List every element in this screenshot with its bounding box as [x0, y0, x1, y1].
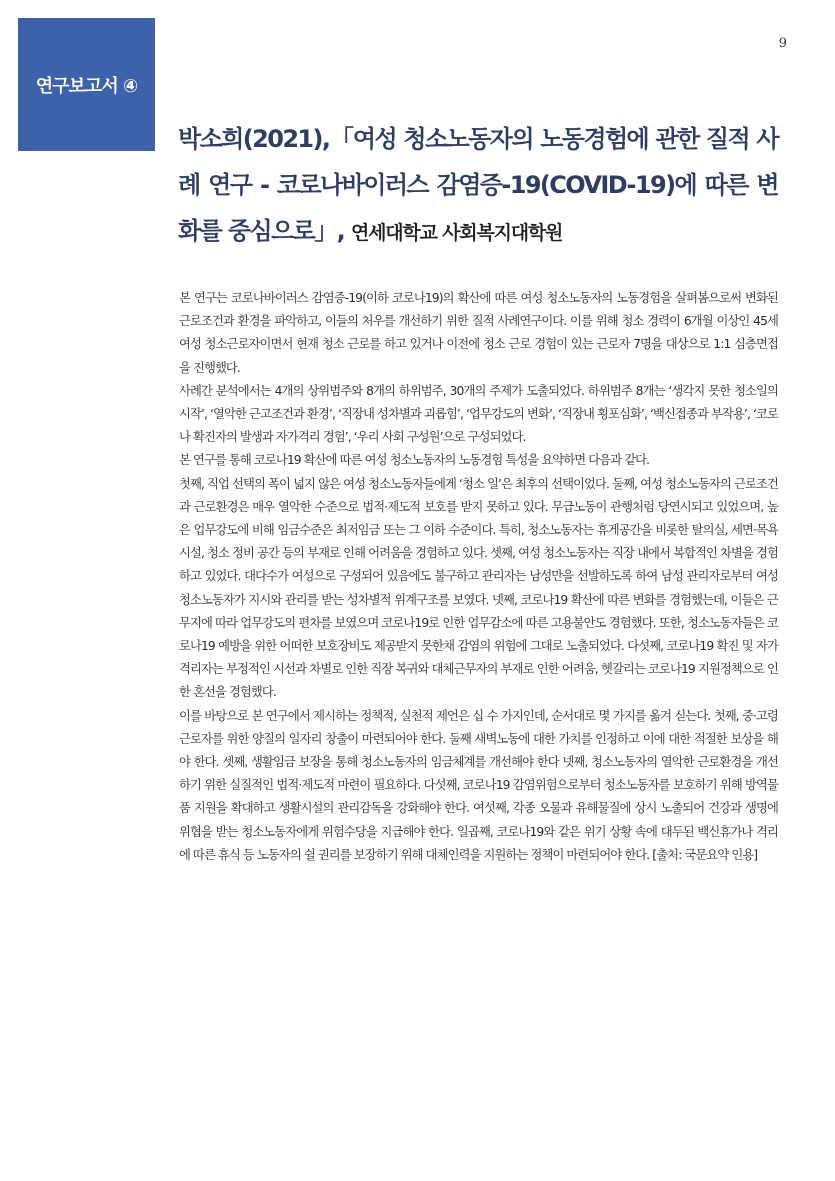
page-number: 9 [778, 36, 787, 51]
paragraph-recommendations: 이를 바탕으로 본 연구에서 제시하는 정책적, 실천적 제언은 십 수 가지인데, 순서대로 몇 가지를 옮겨 싣는다. 첫째, 중·고령 근로자를 위한 양질의 일자리 창출이 마련되어야 한다. 둘째 새벽노동에 대한 가치를 인정하고 이에 대한 적절한 보상을 해야 한다. 셋째, 생활임금 보장을 통해 청소노동자의 임금체계를 개선해야 한다 넷째, 청소노동자의 열악한 근로환경을 개선하기 위한 실질적인 법적·제도적 마련이 필요하다. 다섯째, 코로나19 감염위험으로부터 청소노동자를 보호하기 위해 방역물품 지원을 확대하고 생활시설의 관리감독을 강화해야 한다. 여섯째, 각종 오물과 유해물질에 상시 노출되어 건강과 생명에 위협을 받는 청소노동자에게 위험수당을 지급해야 한다. 일곱째, 코로나19와 같은 위기 상황 속에 대두된 백신휴가나 격리에 따른 휴식 등 노동자의 쉴 권리를 보장하기 위해 대체인력을 지원하는 정책이 마련되어야 한다. [출처: 국문요약 인용] [179, 708, 778, 862]
paragraph-summary-lead: 본 연구를 통해 코로나19 확산에 따른 여성 청소노동자의 노동경험 특성을 요약하면 다음과 같다. [179, 453, 650, 468]
title-main: 박소희(2021),「여성 청소노동자의 노동경험에 관한 질적 사례 연구 - 코로나바이러스 감염증-19(COVID-19)에 따른 변화를 중심으로」, [178, 125, 778, 245]
paragraph-analysis: 사례간 분석에서는 4개의 상위범주와 8개의 하위범주, 30개의 주제가 도출되었다. 하위범주 8개는 ‘생각지 못한 청소일의 시작’, ‘열악한 근고조건과 환경’, ‘직장내 성차별과 괴롭힘’, ‘업무강도의 변화’, ‘직장내 횡포심화’, ‘백신접종과 부작용’, ‘코로나 확진자의 발생과 자가격리 경험’, ‘우리 사회 구성원’으로 구성되었다. [179, 383, 778, 445]
title-institution: 연세대학교 사회복지대학원 [350, 222, 563, 244]
section-tab-label: 연구보고서 ④ [35, 76, 138, 97]
paragraph-intro: 본 연구는 코로나바이러스 감염증-19(이하 코로나19)의 확산에 따른 여성 청소노동자의 노동경험을 살펴봄으로써 변화된 근로조건과 환경을 파악하고, 이들의 처우를 개선하기 위한 질적 사례연구이다. 이를 위해 청소 경력이 6개월 이상인 45세 여성 청소근로자이면서 현재 청소 근로를 하고 있거나 이전에 청소 근로 경험이 있는 근로자 7명을 대상으로 1:1 심층면접을 진행했다. [179, 291, 778, 375]
article-body [179, 287, 778, 867]
section-tab [18, 18, 155, 151]
paragraph-findings: 첫째, 직업 선택의 폭이 넓지 않은 여성 청소노동자들에게 ‘청소 일’은 최후의 선택이었다. 둘째, 여성 청소노동자의 근로조건과 근로환경은 매우 열악한 수준으로 법적·제도적 보호를 받지 못하고 있다. 무급노동이 관행처럼 당연시되고 있었으며, 높은 업무강도에 비해 임금수준은 최저임금 또는 그 이하 수준이다. 특히, 청소노동자는 휴게공간을 비롯한 탈의실, 세면·목욕시설, 청소 정비 공간 등의 부재로 인해 어려움을 경험하고 있다. 셋째, 여성 청소노동자는 직장 내에서 복합적인 차별을 경험하고 있었다. 대다수가 여성으로 구성되어 있음에도 불구하고 관리자는 남성만을 선발하도록 하여 남성 관리자로부터 여성 청소노동자가 지시와 관리를 받는 성차별적 위계구조를 보였다. 넷째, 코로나19 확산에 따른 변화를 경험했는데, 이들은 근무지에 따라 업무강도의 편차를 보였으며 코로나19로 인한 업무감소에 따른 고용불안도 경험했다. 또한, 청소노동자들은 코로나19 예방을 위한 어떠한 보호장비도 제공받지 못한채 감염의 위험에 그대로 노출되었다. 다섯째, 코로나19 확진 및 자가격리자는 부정적인 시선과 차별로 인한 직장 복귀와 대체근무자의 부재로 인한 어려움, 헷갈리는 코로나19 지원정책으로 인한 혼선을 경험했다. [179, 476, 778, 700]
page-title [178, 116, 778, 256]
